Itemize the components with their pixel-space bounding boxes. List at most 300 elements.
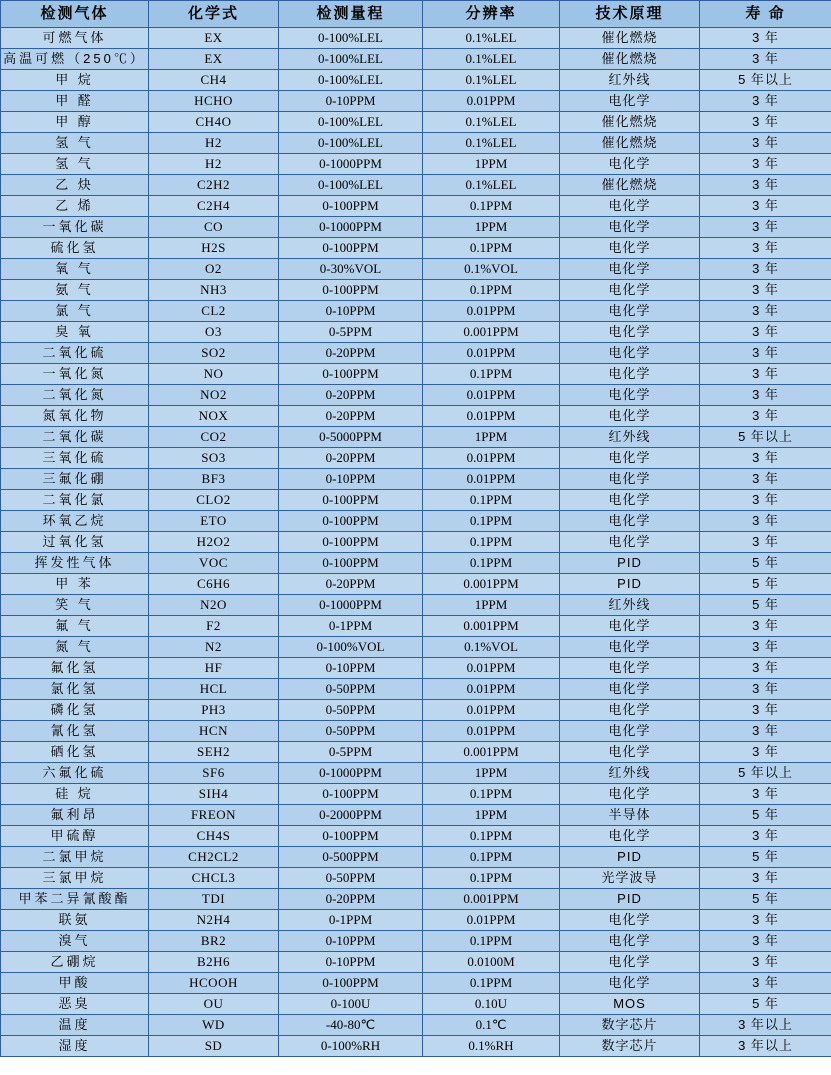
cell-resolution: 0.10U [423, 994, 560, 1015]
table-row [1, 364, 831, 385]
cell-gas-name: 联氨 [1, 910, 149, 931]
cell-gas-name: 氯化氢 [1, 679, 149, 700]
cell-principle: 电化学 [560, 532, 700, 553]
table-row [1, 910, 831, 931]
cell-resolution: 0.1PPM [423, 490, 560, 511]
cell-resolution: 0.1PPM [423, 784, 560, 805]
cell-formula: N2H4 [149, 910, 279, 931]
cell-gas-name: 甲硫醇 [1, 826, 149, 847]
cell-formula: N2O [149, 595, 279, 616]
cell-range: 0-100PPM [279, 511, 423, 532]
cell-formula: OU [149, 994, 279, 1015]
cell-gas-name: 环氧乙烷 [1, 511, 149, 532]
cell-lifetime: 3 年 [700, 301, 831, 322]
cell-gas-name: 二氯甲烷 [1, 847, 149, 868]
cell-lifetime: 3 年 [700, 280, 831, 301]
cell-lifetime: 5 年 [700, 889, 831, 910]
cell-principle: 红外线 [560, 595, 700, 616]
cell-resolution: 0.1%RH [423, 1036, 560, 1057]
table-body [1, 28, 831, 1057]
cell-range: 0-100PPM [279, 826, 423, 847]
cell-principle: PID [560, 889, 700, 910]
cell-range: 0-20PPM [279, 448, 423, 469]
cell-principle: 红外线 [560, 763, 700, 784]
cell-principle: 电化学 [560, 658, 700, 679]
cell-lifetime: 3 年 [700, 784, 831, 805]
cell-formula: BR2 [149, 931, 279, 952]
cell-resolution: 0.1PPM [423, 280, 560, 301]
cell-resolution: 1PPM [423, 595, 560, 616]
cell-principle: 电化学 [560, 637, 700, 658]
cell-formula: H2 [149, 154, 279, 175]
cell-lifetime: 3 年 [700, 931, 831, 952]
cell-gas-name: 乙 炔 [1, 175, 149, 196]
cell-range: 0-50PPM [279, 679, 423, 700]
cell-principle: 催化燃烧 [560, 49, 700, 70]
cell-gas-name: 甲酸 [1, 973, 149, 994]
cell-principle: 电化学 [560, 469, 700, 490]
cell-formula: CH2CL2 [149, 847, 279, 868]
cell-gas-name: 氰化氢 [1, 721, 149, 742]
table-row [1, 490, 831, 511]
table-row [1, 973, 831, 994]
cell-gas-name: 氮 气 [1, 637, 149, 658]
cell-lifetime: 3 年 [700, 637, 831, 658]
table-row [1, 259, 831, 280]
cell-range: 0-10PPM [279, 469, 423, 490]
cell-range: 0-10PPM [279, 91, 423, 112]
column-header-lifetime: 寿 命 [700, 1, 831, 28]
table-row [1, 196, 831, 217]
cell-resolution: 1PPM [423, 154, 560, 175]
cell-gas-name: 二氧化氯 [1, 490, 149, 511]
cell-lifetime: 3 年以上 [700, 1036, 831, 1057]
cell-gas-name: 硅 烷 [1, 784, 149, 805]
cell-formula: F2 [149, 616, 279, 637]
cell-formula: SIH4 [149, 784, 279, 805]
cell-resolution: 1PPM [423, 805, 560, 826]
cell-formula: NO [149, 364, 279, 385]
cell-gas-name: 氟化氢 [1, 658, 149, 679]
cell-resolution: 0.01PPM [423, 679, 560, 700]
table-row [1, 385, 831, 406]
cell-range: 0-100PPM [279, 238, 423, 259]
cell-principle: 红外线 [560, 70, 700, 91]
table-row [1, 553, 831, 574]
cell-gas-name: 三氧化硫 [1, 448, 149, 469]
cell-formula: C2H4 [149, 196, 279, 217]
cell-lifetime: 3 年 [700, 196, 831, 217]
cell-range: 0-20PPM [279, 574, 423, 595]
cell-principle: 电化学 [560, 196, 700, 217]
table-row [1, 700, 831, 721]
table-row [1, 133, 831, 154]
table-row [1, 322, 831, 343]
cell-range: 0-20PPM [279, 343, 423, 364]
cell-formula: CHCL3 [149, 868, 279, 889]
table-row [1, 889, 831, 910]
cell-formula: C2H2 [149, 175, 279, 196]
table-row [1, 742, 831, 763]
cell-lifetime: 3 年 [700, 448, 831, 469]
table-row [1, 427, 831, 448]
cell-range: 0-2000PPM [279, 805, 423, 826]
cell-range: 0-100%LEL [279, 133, 423, 154]
cell-range: 0-100U [279, 994, 423, 1015]
cell-range: 0-100PPM [279, 490, 423, 511]
cell-principle: 电化学 [560, 973, 700, 994]
cell-formula: CH4S [149, 826, 279, 847]
cell-range: 0-100%LEL [279, 175, 423, 196]
table-row [1, 658, 831, 679]
cell-range: 0-5PPM [279, 742, 423, 763]
cell-resolution: 0.01PPM [423, 91, 560, 112]
cell-formula: HCN [149, 721, 279, 742]
table-header-row [1, 1, 831, 28]
cell-resolution: 0.1PPM [423, 868, 560, 889]
cell-range: 0-100%VOL [279, 637, 423, 658]
cell-principle: PID [560, 553, 700, 574]
cell-lifetime: 5 年以上 [700, 763, 831, 784]
cell-lifetime: 3 年 [700, 616, 831, 637]
cell-resolution: 0.1%LEL [423, 28, 560, 49]
cell-principle: 电化学 [560, 259, 700, 280]
cell-resolution: 0.01PPM [423, 469, 560, 490]
cell-resolution: 0.01PPM [423, 721, 560, 742]
cell-formula: O3 [149, 322, 279, 343]
cell-resolution: 0.01PPM [423, 343, 560, 364]
table-row [1, 217, 831, 238]
cell-resolution: 0.01PPM [423, 910, 560, 931]
cell-range: 0-1000PPM [279, 154, 423, 175]
cell-resolution: 0.001PPM [423, 574, 560, 595]
cell-lifetime: 3 年 [700, 826, 831, 847]
table-row [1, 952, 831, 973]
cell-resolution: 0.1℃ [423, 1015, 560, 1036]
cell-principle: 电化学 [560, 322, 700, 343]
cell-range: 0-1000PPM [279, 595, 423, 616]
cell-formula: N2 [149, 637, 279, 658]
cell-gas-name: 二氧化氮 [1, 385, 149, 406]
cell-resolution: 0.0100M [423, 952, 560, 973]
cell-principle: 电化学 [560, 721, 700, 742]
cell-principle: 光学波导 [560, 868, 700, 889]
cell-resolution: 0.1%VOL [423, 259, 560, 280]
cell-range: 0-1PPM [279, 616, 423, 637]
cell-gas-name: 氢 气 [1, 154, 149, 175]
cell-formula: SF6 [149, 763, 279, 784]
cell-formula: NH3 [149, 280, 279, 301]
cell-resolution: 0.1%LEL [423, 70, 560, 91]
cell-gas-name: 湿度 [1, 1036, 149, 1057]
cell-formula: CLO2 [149, 490, 279, 511]
cell-gas-name: 三氯甲烷 [1, 868, 149, 889]
cell-formula: CL2 [149, 301, 279, 322]
cell-range: 0-100PPM [279, 973, 423, 994]
cell-formula: WD [149, 1015, 279, 1036]
table-row [1, 763, 831, 784]
cell-principle: 电化学 [560, 154, 700, 175]
cell-formula: H2O2 [149, 532, 279, 553]
cell-formula: HCOOH [149, 973, 279, 994]
table-row [1, 805, 831, 826]
cell-gas-name: 温度 [1, 1015, 149, 1036]
cell-gas-name: 甲 烷 [1, 70, 149, 91]
cell-formula: BF3 [149, 469, 279, 490]
cell-lifetime: 5 年以上 [700, 427, 831, 448]
cell-gas-name: 三氟化硼 [1, 469, 149, 490]
table-row [1, 721, 831, 742]
cell-formula: HCL [149, 679, 279, 700]
table-row [1, 49, 831, 70]
cell-principle: 电化学 [560, 301, 700, 322]
cell-resolution: 0.01PPM [423, 700, 560, 721]
cell-lifetime: 3 年 [700, 658, 831, 679]
cell-gas-name: 溴气 [1, 931, 149, 952]
cell-lifetime: 5 年 [700, 553, 831, 574]
cell-principle: 电化学 [560, 910, 700, 931]
table-row [1, 1015, 831, 1036]
cell-range: 0-5000PPM [279, 427, 423, 448]
cell-formula: VOC [149, 553, 279, 574]
cell-gas-name: 恶臭 [1, 994, 149, 1015]
cell-lifetime: 3 年 [700, 217, 831, 238]
cell-resolution: 0.1PPM [423, 826, 560, 847]
cell-resolution: 0.1PPM [423, 196, 560, 217]
table-row [1, 574, 831, 595]
cell-lifetime: 3 年 [700, 259, 831, 280]
cell-principle: 电化学 [560, 742, 700, 763]
table-header [1, 1, 831, 28]
cell-lifetime: 3 年 [700, 511, 831, 532]
cell-formula: SO3 [149, 448, 279, 469]
cell-lifetime: 3 年 [700, 868, 831, 889]
cell-lifetime: 3 年 [700, 364, 831, 385]
cell-principle: 电化学 [560, 91, 700, 112]
cell-gas-name: 氢 气 [1, 133, 149, 154]
cell-principle: 电化学 [560, 385, 700, 406]
table-row [1, 784, 831, 805]
cell-range: 0-1000PPM [279, 217, 423, 238]
cell-formula: O2 [149, 259, 279, 280]
cell-lifetime: 3 年 [700, 28, 831, 49]
table-row [1, 1036, 831, 1057]
cell-lifetime: 5 年 [700, 805, 831, 826]
cell-formula: FREON [149, 805, 279, 826]
cell-lifetime: 5 年 [700, 574, 831, 595]
table-row [1, 595, 831, 616]
cell-lifetime: 3 年 [700, 112, 831, 133]
table-row [1, 532, 831, 553]
cell-principle: 电化学 [560, 511, 700, 532]
cell-principle: 电化学 [560, 679, 700, 700]
cell-range: 0-50PPM [279, 700, 423, 721]
cell-resolution: 0.1PPM [423, 532, 560, 553]
cell-formula: CH4 [149, 70, 279, 91]
cell-range: 0-1000PPM [279, 763, 423, 784]
cell-lifetime: 3 年 [700, 133, 831, 154]
cell-range: 0-100%LEL [279, 28, 423, 49]
column-header-gas-name: 检测气体 [1, 1, 149, 28]
cell-principle: 电化学 [560, 784, 700, 805]
cell-lifetime: 3 年 [700, 700, 831, 721]
cell-range: 0-100PPM [279, 196, 423, 217]
cell-lifetime: 3 年 [700, 322, 831, 343]
cell-gas-name: 乙硼烷 [1, 952, 149, 973]
cell-range: 0-100%LEL [279, 70, 423, 91]
cell-gas-name: 一氧化碳 [1, 217, 149, 238]
cell-formula: SD [149, 1036, 279, 1057]
table-row [1, 868, 831, 889]
cell-principle: 数字芯片 [560, 1015, 700, 1036]
cell-gas-name: 过氧化氢 [1, 532, 149, 553]
cell-principle: 电化学 [560, 448, 700, 469]
cell-lifetime: 3 年 [700, 49, 831, 70]
cell-gas-name: 二氧化碳 [1, 427, 149, 448]
column-header-principle: 技术原理 [560, 1, 700, 28]
cell-lifetime: 3 年 [700, 532, 831, 553]
cell-lifetime: 3 年 [700, 910, 831, 931]
cell-lifetime: 3 年 [700, 154, 831, 175]
cell-principle: 电化学 [560, 952, 700, 973]
cell-lifetime: 3 年 [700, 343, 831, 364]
table-row [1, 406, 831, 427]
cell-gas-name: 六氟化硫 [1, 763, 149, 784]
cell-range: 0-100%LEL [279, 112, 423, 133]
cell-lifetime: 3 年 [700, 406, 831, 427]
cell-lifetime: 5 年 [700, 994, 831, 1015]
cell-formula: CH4O [149, 112, 279, 133]
cell-formula: NO2 [149, 385, 279, 406]
cell-principle: 电化学 [560, 931, 700, 952]
cell-principle: 电化学 [560, 700, 700, 721]
cell-gas-name: 硒化氢 [1, 742, 149, 763]
cell-lifetime: 5 年 [700, 847, 831, 868]
cell-principle: 电化学 [560, 343, 700, 364]
cell-principle: PID [560, 847, 700, 868]
cell-gas-name: 甲 醛 [1, 91, 149, 112]
cell-principle: 催化燃烧 [560, 175, 700, 196]
cell-resolution: 0.1PPM [423, 973, 560, 994]
table-row [1, 112, 831, 133]
cell-resolution: 0.1PPM [423, 553, 560, 574]
cell-gas-name: 乙 烯 [1, 196, 149, 217]
table-row [1, 70, 831, 91]
cell-lifetime: 3 年 [700, 679, 831, 700]
cell-formula: CO2 [149, 427, 279, 448]
cell-resolution: 0.01PPM [423, 658, 560, 679]
table-row [1, 931, 831, 952]
cell-lifetime: 3 年 [700, 175, 831, 196]
cell-gas-name: 二氧化硫 [1, 343, 149, 364]
cell-gas-name: 氮氧化物 [1, 406, 149, 427]
cell-resolution: 0.001PPM [423, 889, 560, 910]
cell-range: 0-500PPM [279, 847, 423, 868]
cell-range: 0-10PPM [279, 952, 423, 973]
cell-principle: 电化学 [560, 280, 700, 301]
cell-resolution: 0.1PPM [423, 238, 560, 259]
table-row [1, 847, 831, 868]
cell-resolution: 0.1%LEL [423, 112, 560, 133]
table-row [1, 154, 831, 175]
table-row [1, 826, 831, 847]
cell-lifetime: 5 年以上 [700, 70, 831, 91]
cell-gas-name: 硫化氢 [1, 238, 149, 259]
cell-principle: 催化燃烧 [560, 133, 700, 154]
cell-formula: H2 [149, 133, 279, 154]
table-row [1, 679, 831, 700]
cell-principle: 催化燃烧 [560, 112, 700, 133]
table-row [1, 28, 831, 49]
table-row [1, 616, 831, 637]
cell-range: 0-20PPM [279, 406, 423, 427]
table-row [1, 511, 831, 532]
cell-formula: PH3 [149, 700, 279, 721]
table-row [1, 175, 831, 196]
cell-range: 0-100PPM [279, 280, 423, 301]
table-row [1, 301, 831, 322]
cell-gas-name: 磷化氢 [1, 700, 149, 721]
cell-range: 0-20PPM [279, 889, 423, 910]
cell-formula: SO2 [149, 343, 279, 364]
cell-range: 0-10PPM [279, 301, 423, 322]
cell-formula: B2H6 [149, 952, 279, 973]
cell-formula: SEH2 [149, 742, 279, 763]
cell-range: 0-50PPM [279, 868, 423, 889]
cell-range: 0-1PPM [279, 910, 423, 931]
cell-resolution: 0.1PPM [423, 364, 560, 385]
cell-formula: TDI [149, 889, 279, 910]
cell-formula: EX [149, 49, 279, 70]
cell-lifetime: 3 年 [700, 952, 831, 973]
cell-range: 0-100PPM [279, 364, 423, 385]
cell-formula: NOX [149, 406, 279, 427]
table-row [1, 343, 831, 364]
cell-range: 0-100PPM [279, 532, 423, 553]
cell-gas-name: 可燃气体 [1, 28, 149, 49]
cell-principle: 半导体 [560, 805, 700, 826]
cell-range: 0-10PPM [279, 931, 423, 952]
cell-lifetime: 3 年 [700, 238, 831, 259]
column-header-resolution: 分辨率 [423, 1, 560, 28]
cell-resolution: 0.1PPM [423, 511, 560, 532]
table-row [1, 91, 831, 112]
cell-range: 0-5PPM [279, 322, 423, 343]
cell-range: 0-100%RH [279, 1036, 423, 1057]
cell-resolution: 0.1PPM [423, 931, 560, 952]
cell-range: 0-10PPM [279, 658, 423, 679]
cell-lifetime: 3 年 [700, 91, 831, 112]
cell-principle: MOS [560, 994, 700, 1015]
table-row [1, 469, 831, 490]
cell-gas-name: 挥发性气体 [1, 553, 149, 574]
cell-lifetime: 3 年 [700, 490, 831, 511]
cell-lifetime: 3 年 [700, 469, 831, 490]
cell-resolution: 0.1%LEL [423, 133, 560, 154]
cell-principle: 电化学 [560, 238, 700, 259]
cell-gas-name: 氟 气 [1, 616, 149, 637]
cell-principle: 电化学 [560, 364, 700, 385]
cell-lifetime: 3 年以上 [700, 1015, 831, 1036]
cell-principle: 电化学 [560, 826, 700, 847]
cell-gas-name: 甲苯二异氰酸酯 [1, 889, 149, 910]
cell-formula: CO [149, 217, 279, 238]
cell-resolution: 0.01PPM [423, 385, 560, 406]
cell-resolution: 0.1%LEL [423, 49, 560, 70]
cell-formula: EX [149, 28, 279, 49]
cell-principle: 红外线 [560, 427, 700, 448]
cell-gas-name: 甲 苯 [1, 574, 149, 595]
